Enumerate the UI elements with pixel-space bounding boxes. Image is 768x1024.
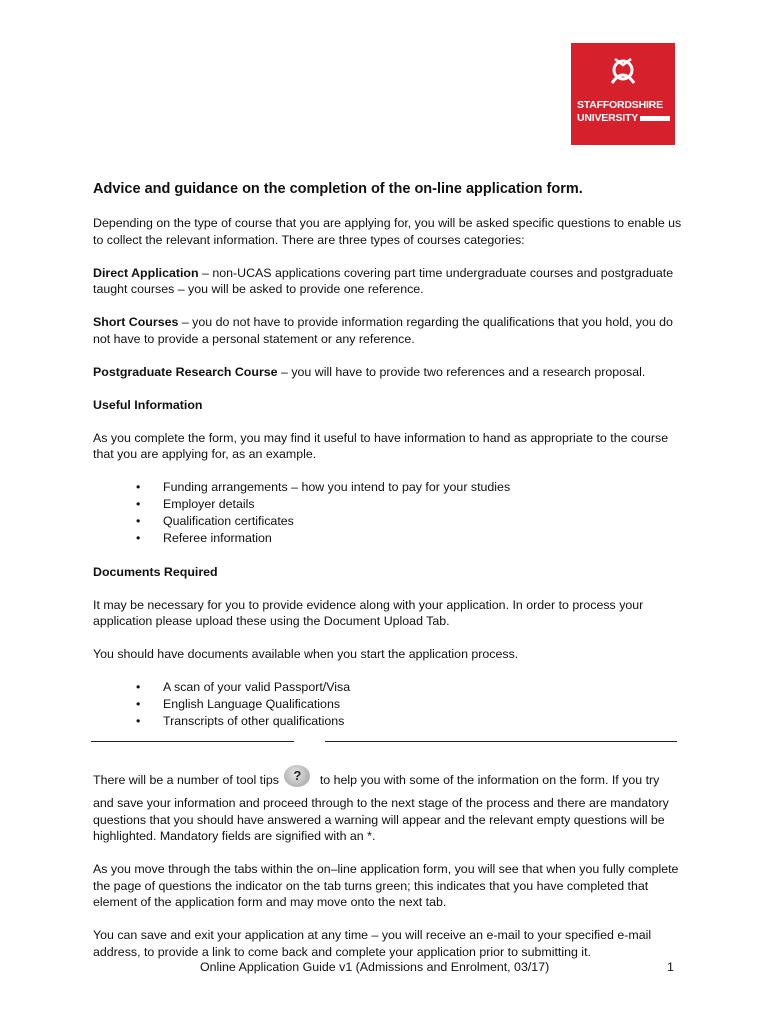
page-title: Advice and guidance on the completion of the on-line application form. (93, 181, 583, 197)
category-short-courses (93, 314, 683, 347)
divider-line-left (91, 741, 294, 742)
tooltip-paragraph (93, 768, 683, 845)
list-item: • Qualification certificates (93, 513, 683, 530)
documents-list (93, 679, 683, 730)
category-label: Short Courses (93, 315, 179, 329)
logo-line-1: STAFFORDSHIRE (577, 99, 663, 111)
category-label: Direct Application (93, 265, 199, 280)
useful-list (93, 479, 683, 547)
document-body (93, 180, 683, 977)
documents-heading (93, 564, 683, 581)
category-postgraduate-research (93, 364, 683, 381)
documents-paragraph-2: You should have documents available when you start the application process. (93, 647, 519, 661)
section-divider (93, 736, 683, 760)
logo-bar (640, 116, 670, 121)
tooltip-text-before: There will be a number of tool tips (93, 773, 283, 787)
logo-line-2: UNIVERSITY (577, 112, 639, 124)
footer-text: Online Application Guide v1 (Admissions and Enrolment, 03/17) (200, 960, 550, 974)
staffordshire-university-logo (571, 43, 675, 145)
list-item: • Funding arrangements – how you intend to pay for your studies (93, 479, 683, 496)
useful-heading-text: Useful Information (93, 397, 203, 412)
list-item: • Referee information (93, 530, 683, 547)
tooltip-text-after: to help you with some of the information on the form. If you try and save your information and proceed through to the next stage of the process and there are mandatory questions that you should have answered a warning will appear and the relevant empty questions will be highlighted. Mandatory fields are signified with an *. (93, 773, 669, 843)
list-item: • A scan of your valid Passport/Visa (93, 679, 683, 696)
help-question-icon: ? (284, 765, 310, 787)
category-text: – non-UCAS applications covering part time undergraduate courses and postgraduate taught courses – you will be asked to provide one reference. (93, 265, 674, 296)
tabs-paragraph: As you move through the tabs within the on–line application form, you will see that when you fully complete the page of questions the indicator on the tab turns green; this indicates that you have completed that element of the application form and may move onto the next tab. (93, 862, 679, 909)
page-number: 1 (667, 960, 674, 974)
category-text: – you will have to provide two references and a research proposal. (277, 364, 646, 379)
documents-paragraph-1: It may be necessary for you to provide evidence along with your application. In order to process your application please upload these using the Document Upload Tab. (93, 597, 644, 628)
list-item: • Transcripts of other qualifications (93, 713, 683, 730)
save-paragraph: You can save and exit your application at any time – you will receive an e-mail to your specified e-mail address, to provide a link to come back and complete your application prior to submitting it. (93, 928, 652, 959)
documents-heading-text: Documents Required (93, 564, 218, 579)
staffordshire-knot-icon (571, 53, 675, 98)
intro-paragraph: Depending on the type of course that you are applying for, you will be asked specific questions to enable us to collect the relevant information. There are three types of courses categories: (93, 216, 682, 247)
category-text: – you do not have to provide information regarding the qualifications that you hold, you do not have to provide a personal statement or any reference. (93, 315, 673, 346)
list-item: • Employer details (93, 496, 683, 513)
useful-paragraph: As you complete the form, you may find it useful to have information to hand as appropriate to the course that you are applying for, as an example. (93, 430, 669, 461)
list-item: • English Language Qualifications (93, 696, 683, 713)
divider-line-right (325, 741, 677, 742)
category-direct-application (93, 265, 683, 298)
useful-heading (93, 397, 683, 414)
category-label: Postgraduate Research Course (93, 364, 278, 379)
